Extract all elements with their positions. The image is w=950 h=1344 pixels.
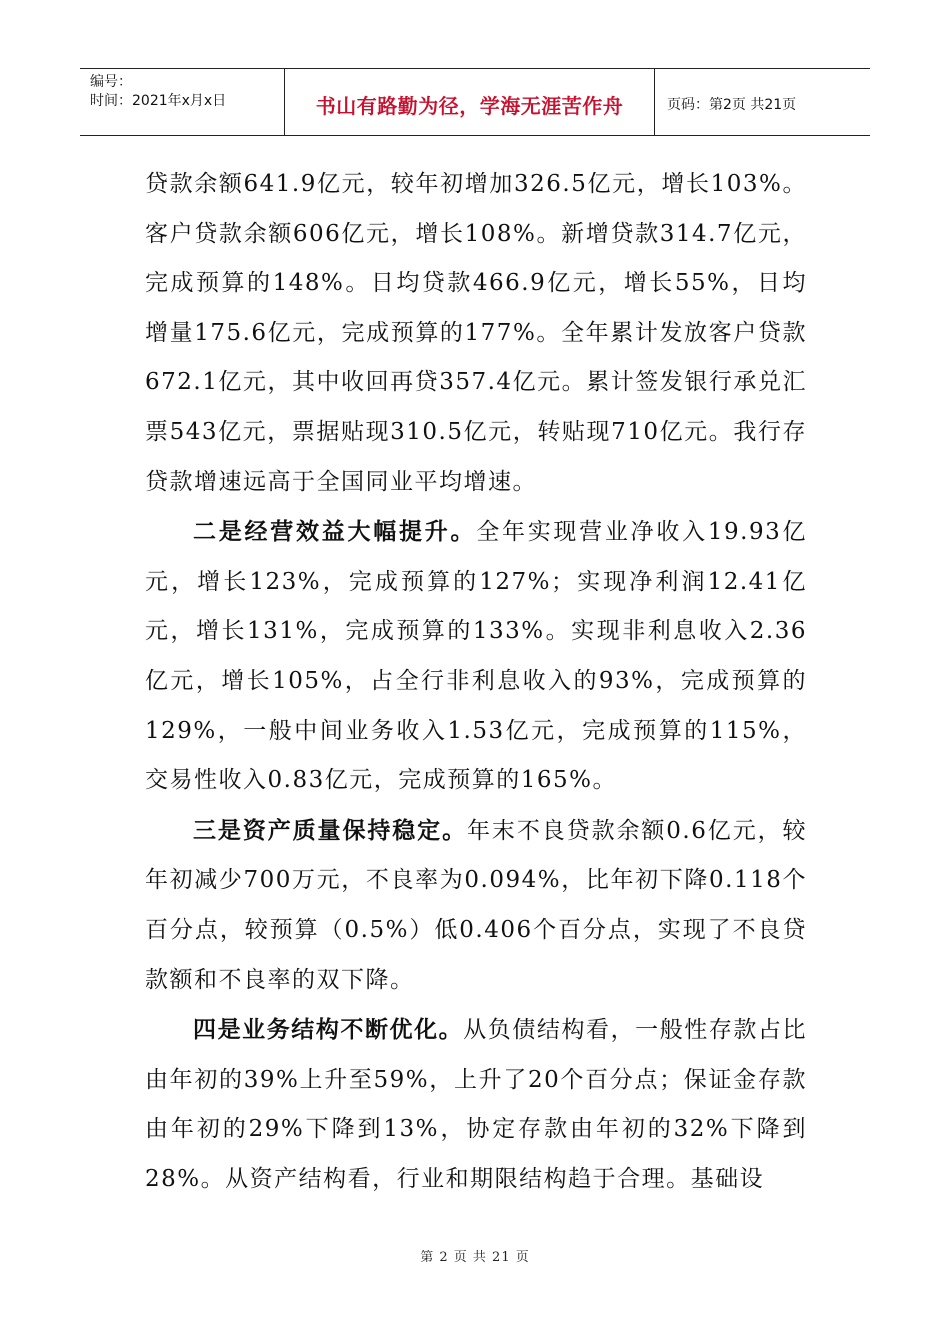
header-page-info: 页码：第2页 共21页 [667,97,797,113]
paragraph-lead: 四是业务结构不断优化。 [193,1016,464,1044]
paragraph-structure [145,1005,807,1204]
paragraph-lead: 二是经营效益大幅提升。 [193,518,477,546]
header-motto: 书山有路勤为径，学海无涯苦作舟 [285,69,655,135]
page-footer: 第 2 页 共 21 页 [420,1250,530,1265]
paragraph-text: 年末不良贷款余额0.6亿元，较年初减少700万元，不良率为0.094%，比年初下降0.118个百分点，较预算（0.5%）低0.406个百分点，实现了不良贷款额和不良率的双下降。 [145,817,808,993]
paragraph-lead: 三是资产质量保持稳定。 [193,816,468,844]
paragraph-text: 贷款余额641.9亿元，较年初增加326.5亿元，增长103%。客户贷款余额606亿元，增长108%。新增贷款314.7亿元，完成预算的148%。日均贷款466.9亿元，增长55%，日均增量175.6亿元，完成预算的177%。全年累计发放客户贷款672.1亿元，其中收回再贷357.4亿元。累计签发银行承兑汇票543亿元，票据贴现310.5亿元，转贴现710亿元。我行存贷款增速远高于全国同业平均增速。 [145,171,807,495]
page-header [80,68,870,136]
paragraph-asset-quality [145,806,807,1005]
document-body [145,160,807,1204]
paragraph-text: 全年实现营业净收入19.93亿元，增长123%，完成预算的127%；实现净利润12.41亿元，增长131%，完成预算的133%。实现非利息收入2.36亿元，增长105%，占全行非利息收入的93%，完成预算的129%，一般中间业务收入1.53亿元，完成预算的115%，交易性收入0.83亿元，完成预算的165%。 [145,519,807,794]
paragraph-profit [145,507,807,806]
document-date-label: 时间：2021年x月x日 [90,93,227,109]
paragraph-loans [145,160,807,507]
document-number-label: 编号： [90,74,132,90]
paragraph-text: 从负债结构看，一般性存款占比由年初的39%上升至59%，上升了20个百分点；保证金存款由年初的29%下降到13%，协定存款由年初的32%下降到28%。从资产结构看，行业和期限结构趋于合理。基础设 [145,1017,807,1192]
header-meta [80,69,285,135]
